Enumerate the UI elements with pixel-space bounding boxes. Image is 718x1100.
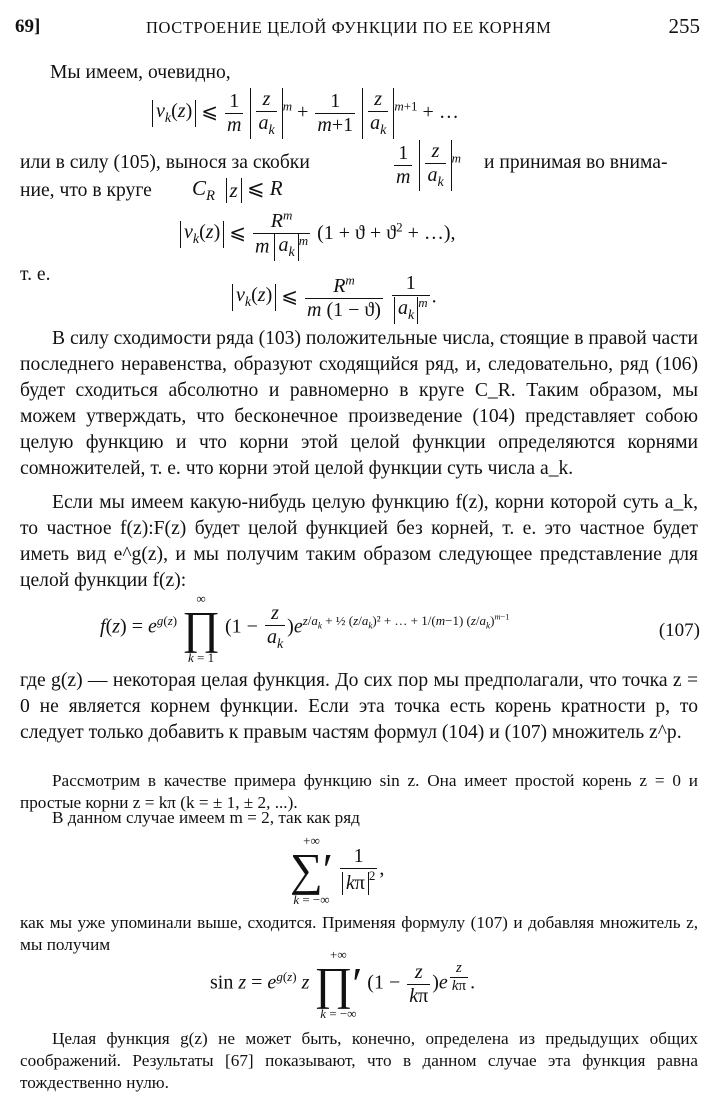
equation-vk-bound-2: $v_k(z)$ ⩽ $\frac{R^m}{m (1 - ϑ)}$ $\frac{1}{a_k^m}$ . — [232, 272, 437, 324]
para-convergence: В силу сходимости ряда (103) положительные числа, стоящие в правой части последнего неравенства, образуют сходящийся ряд, и, следовательно, ряд (106) будет сходиться абсолютно и равномерно в круге C_R. Таким образом, мы можем утверждать, что бесконечное произведение (104) представляет собою целую функцию и что корни этой целой функции определяются корнями сомножителей, т. е. что корни этой целой функции суть числа a_k. — [20, 328, 698, 479]
equation-107: $f(z) = e^{g(z)}$ ∞ ∏ k = 1 (1 − $\frac{z}{a_k}$ )$e^{z/a_k + \frac{1}{2} (z/a_k)^2 + \dots + 1/(m-1) (z/a_k)^{m-1}}$ — [100, 591, 510, 665]
para-if-we-have: Если мы имеем какую-нибудь целую функцию f(z), корни которой суть a_k, то частное f(z):F(z) будет целой функцией без корней, т. е. это частное будет иметь вид e^g(z), и мы получим таким образом следующее представление для целой функции f(z): — [20, 492, 698, 591]
equation-sin-product: $\sin z = e^{g(z)}$ z +∞ ∏′ k = −∞ (1 − $\frac{z}{k\pi}$ )e $^{\frac{z}{k\pi}}$ . — [210, 947, 476, 1021]
equation-vk-bound-1: $v_k(z)$ ⩽ $\frac{R^m}{m a_k^m}$ ($1 + ϑ + ϑ^2$ + …), — [180, 208, 456, 261]
equation-vk-series: $v_k(z)$ ⩽ $\frac{1}{m}$ $\frac{z}{a_k}$ $^m$ + $\frac{1}{m+1}$ $\frac{z}{a_k}$ $^{m+1}$ + … — [152, 88, 459, 139]
section-number: 69] — [15, 16, 41, 37]
page-title: ПОСТРОЕНИЕ ЦЕЛОЙ ФУНКЦИИ ПО ЕЕ КОРНЯМ — [146, 18, 552, 37]
para-m2: В данном случае имеем m = 2, так как ряд — [52, 808, 360, 827]
para-or-by: или в силу (105), вынося за скобки — [20, 152, 310, 173]
para-as-mentioned: как мы уже упоминали выше, сходится. Применяя формулу (107) и добавляя множитель z, мы получим — [20, 913, 698, 954]
para-final: Целая функция g(z) не может быть, конечно, определена из предыдущих общих соображений. Результаты [67] показывают, что в данном случае эта функция равна тождественно нулю. — [20, 1029, 698, 1092]
para-where: где g(z) — некоторая целая функция. До сих пор мы предполагали, что точка z = 0 не является корнем функции. Если эта точка есть корень кратности p, то следует только добавить к правым частям формул (104) и (107) множитель z^p. — [20, 670, 698, 743]
para-we-have: Мы имеем, очевидно, — [50, 62, 231, 83]
equation-number-107: (107) — [658, 620, 700, 641]
factor-expression: $\frac{1}{m}$ $\frac{z}{a_k}$ $^m$ — [396, 140, 462, 190]
running-header — [0, 14, 718, 44]
para-example: Рассмотрим в качестве примера функцию sin z. Она имеет простой корень z = 0 и простые корни z = kπ (k = ± 1, ± 2, ...). — [20, 771, 698, 812]
page-number: 255 — [668, 14, 700, 38]
equation-sum: +∞ ∑′ k = −∞ $\frac{1}{k\pi ^2}$ , — [290, 833, 385, 907]
circle-condition: $C_R$ z ⩽ R — [192, 176, 283, 205]
para-and-taking: и принимая во внима- — [484, 152, 668, 173]
para-te: т. е. — [20, 264, 51, 285]
para-circle: ние, что в круге — [20, 180, 152, 201]
